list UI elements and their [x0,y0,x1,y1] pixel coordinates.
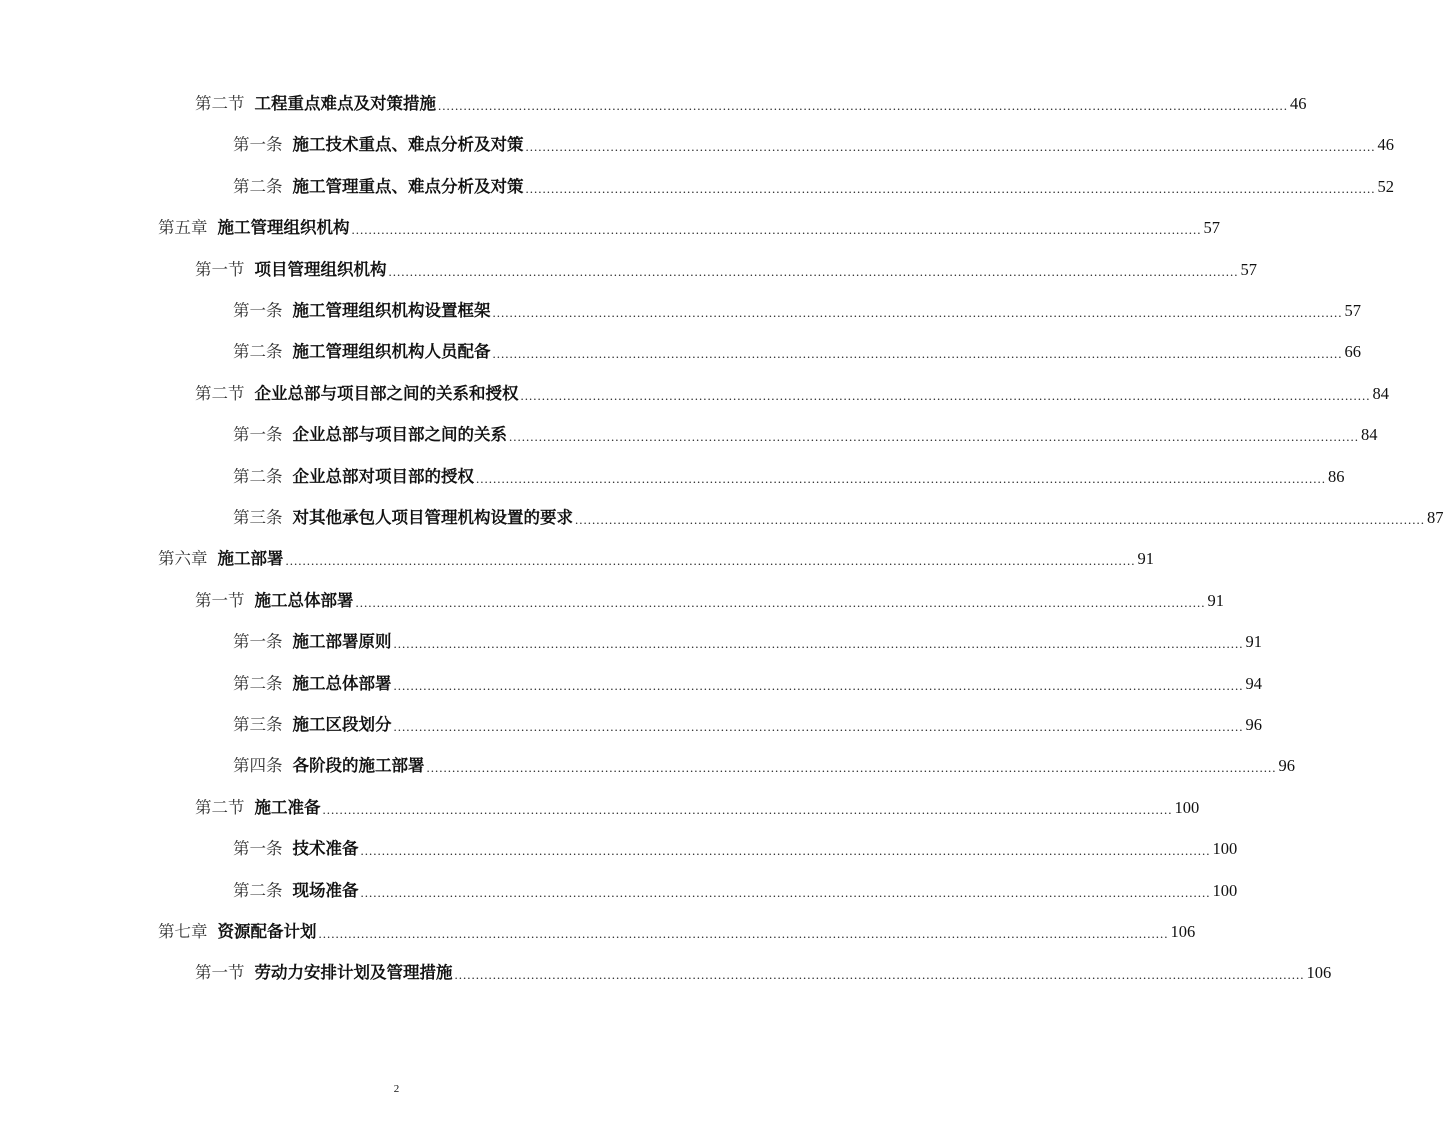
toc-entry[interactable] [233,465,1345,489]
toc-entry-label: 第一条 [233,632,283,652]
toc-entry-title: 劳动力安排计划及管理措施 [254,963,453,983]
toc-entry-page: 57 [1344,301,1361,320]
toc-entry-page: 57 [1203,218,1220,238]
toc-entry-label: 第七章 [158,922,208,941]
toc-entry-page: 100 [1174,797,1200,817]
toc-entry[interactable] [233,133,1394,157]
toc-entry-page: 86 [1328,466,1345,486]
toc-entry-title: 资源配备计划 [217,922,317,941]
toc-entry-page: 46 [1377,135,1394,155]
toc-entry-page: 106 [1306,963,1332,983]
toc-entry-label: 第二节 [195,94,245,113]
toc-entry-label: 第一条 [233,425,283,445]
toc-entry-title: 施工准备 [254,797,321,817]
dot-leader: ........................................................................................................................................................................................................ [492,305,1343,320]
dot-leader: ........................................................................................................................................................................................................ [492,346,1343,362]
toc-entry-page: 46 [1290,94,1307,113]
toc-entry-page: 91 [1137,549,1154,569]
toc-entry-title: 各阶段的施工部署 [292,756,425,776]
toc-entry-page: 96 [1245,715,1262,734]
toc-entry-title: 施工管理组织机构 [217,218,350,238]
toc-entry-title: 工程重点难点及对策措施 [254,94,436,113]
toc-entry[interactable] [233,713,1262,737]
dot-leader: ........................................................................................................................................................................................................ [525,139,1376,155]
toc-entry[interactable] [195,92,1307,116]
toc-entry-page: 91 [1207,590,1224,610]
toc-entry-label: 第四条 [233,756,283,776]
toc-entry[interactable] [233,630,1262,654]
toc-entry-label: 第二节 [195,797,245,817]
toc-entry[interactable] [233,506,1444,530]
toc-entry-label: 第二条 [233,880,283,900]
dot-leader: ........................................................................................................................................................................................................ [393,636,1244,652]
toc-entry-title: 项目管理组织机构 [254,259,387,279]
toc-entry-page: 87 [1427,508,1444,527]
toc-entry-label: 第二节 [195,383,245,403]
toc-entry-page: 100 [1212,839,1238,859]
toc-entry[interactable] [195,796,1200,820]
toc-entry-label: 第一条 [233,135,283,155]
toc-entry-label: 第一节 [195,259,245,279]
toc-entry-page: 57 [1240,259,1257,279]
toc-entry[interactable] [233,837,1238,861]
toc-entry-title: 企业总部对项目部的授权 [292,466,474,486]
toc-entry-page: 91 [1245,632,1262,652]
toc-entry-title: 现场准备 [292,880,359,900]
toc-entry[interactable] [233,672,1262,696]
toc-entry[interactable] [158,547,1154,571]
toc-entry-label: 第一条 [233,839,283,859]
toc-entry-page: 100 [1212,880,1238,900]
toc-entry-title: 施工管理组织机构设置框架 [292,301,491,320]
dot-leader: ........................................................................................................................................................................................................ [525,180,1376,196]
toc-entry-page: 84 [1361,425,1378,445]
dot-leader: ........................................................................................................................................................................................................ [360,884,1211,900]
dot-leader: ........................................................................................................................................................................................................ [393,719,1244,734]
dot-leader: ........................................................................................................................................................................................................ [322,801,1173,817]
toc-entry[interactable] [233,340,1361,364]
dot-leader: ........................................................................................................................................................................................................ [476,470,1326,486]
toc-entry[interactable] [158,216,1220,240]
toc-entry-title: 施工区段划分 [292,715,392,734]
toc-entry-title: 企业总部与项目部之间的关系和授权 [254,383,519,403]
toc-entry-title: 施工部署 [217,549,284,569]
toc-entry-label: 第二条 [233,673,283,693]
toc-entry-page: 52 [1377,176,1394,196]
toc-entry-page: 66 [1344,342,1361,362]
toc-entry-title: 施工管理重点、难点分析及对策 [292,176,524,196]
dot-leader: ........................................................................................................................................................................................................ [438,98,1288,113]
toc-entry-label: 第一条 [233,301,283,320]
toc-entry-title: 施工总体部署 [254,590,354,610]
dot-leader: ........................................................................................................................................................................................................ [575,512,1425,527]
dot-leader: ........................................................................................................................................................................................................ [285,553,1136,569]
dot-leader: ........................................................................................................................................................................................................ [520,387,1371,403]
dot-leader: ........................................................................................................................................................................................................ [426,760,1277,776]
toc-entry[interactable] [233,879,1238,903]
toc-entry-label: 第六章 [158,549,208,569]
toc-entry[interactable] [233,299,1361,323]
toc-entry-title: 技术准备 [292,839,359,859]
toc-entry-label: 第二条 [233,342,283,362]
dot-leader: ........................................................................................................................................................................................................ [318,926,1169,941]
toc-entry[interactable] [195,589,1224,613]
toc-entry-label: 第三条 [233,508,283,527]
toc-entry[interactable] [195,382,1389,406]
toc-entry-label: 第一节 [195,590,245,610]
dot-leader: ........................................................................................................................................................................................................ [355,594,1206,610]
toc-entry-title: 施工总体部署 [292,673,392,693]
dot-leader: ........................................................................................................................................................................................................ [454,967,1305,983]
toc-entry-page: 84 [1372,383,1389,403]
toc-entry-label: 第三条 [233,715,283,734]
toc-entry-title: 施工技术重点、难点分析及对策 [292,135,524,155]
toc-entry[interactable] [158,920,1196,944]
toc-entry-title: 对其他承包人项目管理机构设置的要求 [292,508,573,527]
toc-entry-page: 96 [1278,756,1295,776]
toc-entry-page: 94 [1245,673,1262,693]
dot-leader: ........................................................................................................................................................................................................ [388,263,1239,279]
toc-entry-title: 施工管理组织机构人员配备 [292,342,491,362]
dot-leader: ........................................................................................................................................................................................................ [360,843,1211,859]
toc-entry-label: 第二条 [233,176,283,196]
page-number: 2 [393,1083,400,1095]
toc-entry-title: 企业总部与项目部之间的关系 [292,425,507,445]
dot-leader: ........................................................................................................................................................................................................ [393,677,1244,693]
toc-entry[interactable] [233,423,1378,447]
toc-entry[interactable] [233,175,1394,199]
toc-entry-label: 第一节 [195,963,245,983]
toc-entry[interactable] [195,961,1332,985]
dot-leader: ........................................................................................................................................................................................................ [509,429,1359,445]
toc-entry-page: 106 [1170,922,1196,941]
toc-entry-label: 第五章 [158,218,208,238]
dot-leader: ........................................................................................................................................................................................................ [351,222,1202,238]
toc-entry[interactable] [195,258,1257,282]
toc-entry[interactable] [233,754,1295,778]
toc-entry-title: 施工部署原则 [292,632,392,652]
toc-entry-label: 第二条 [233,466,283,486]
